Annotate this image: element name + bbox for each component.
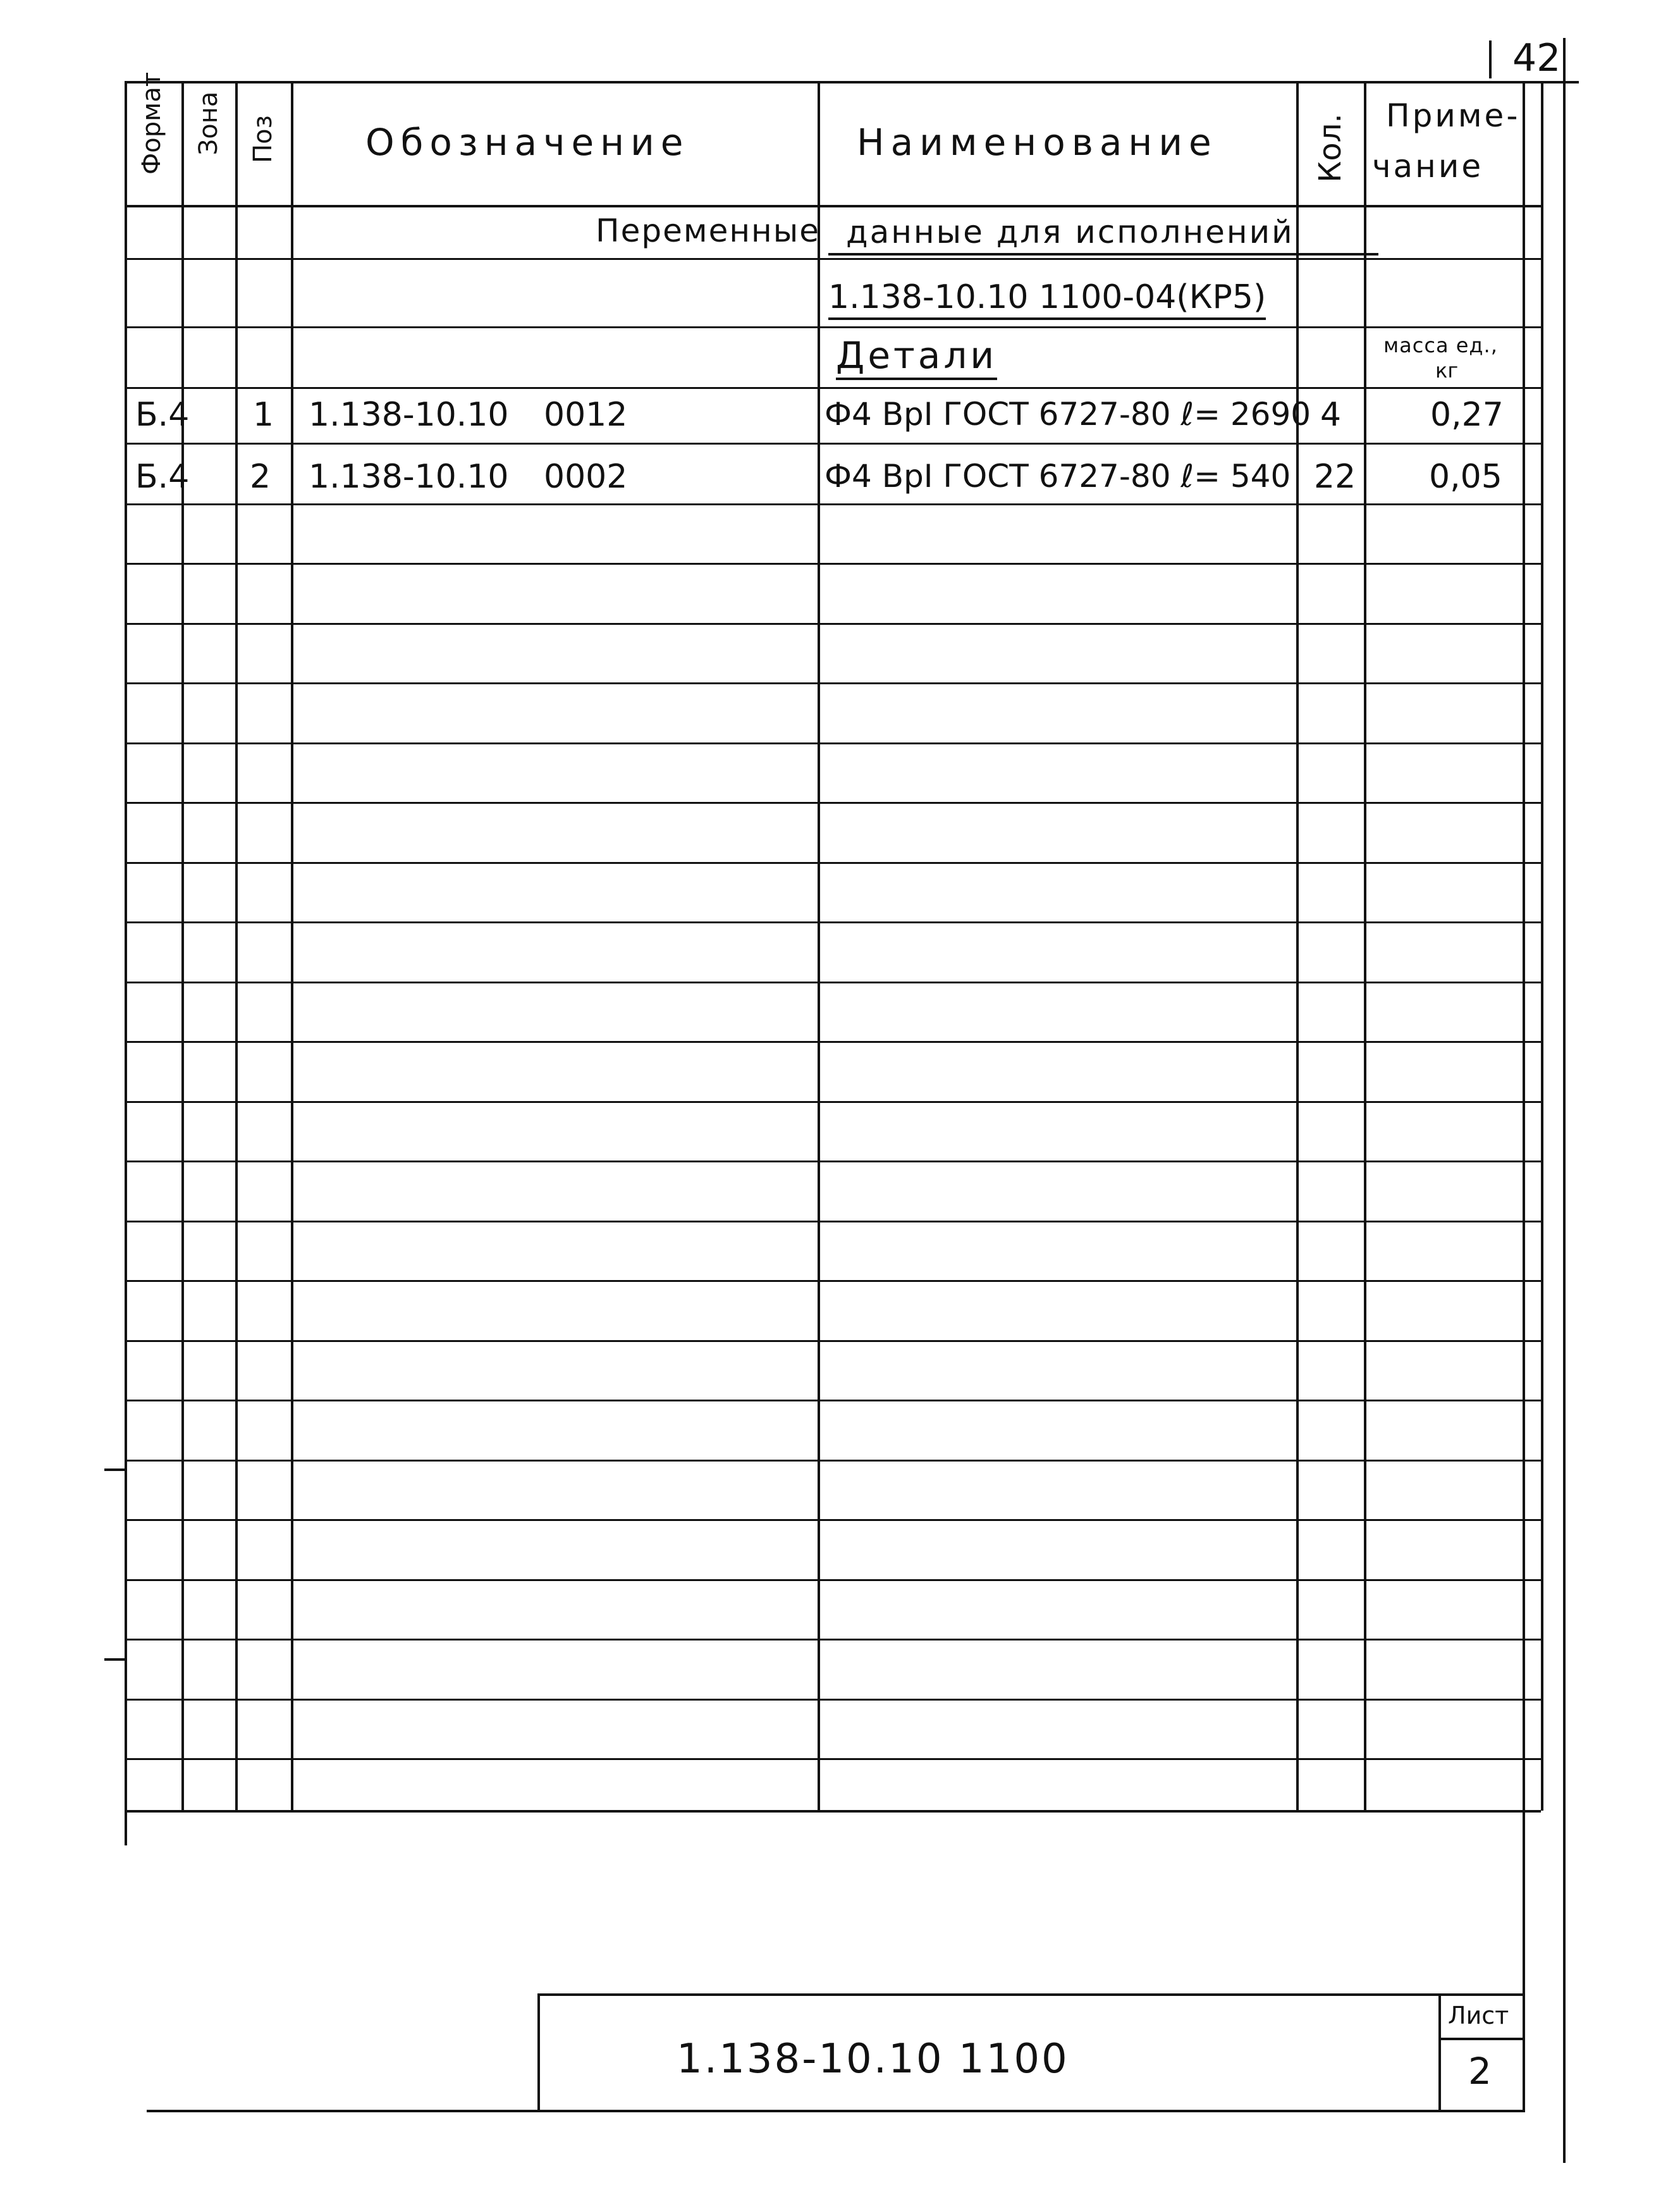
row-line xyxy=(125,1579,1541,1581)
row-line xyxy=(125,1758,1541,1760)
row-line xyxy=(125,443,1541,445)
stamp-sheet-value: 2 xyxy=(1468,2050,1492,2093)
stamp-sheet-label: Лист xyxy=(1448,2002,1509,2029)
stamp-sheet-line xyxy=(1438,2038,1523,2040)
row-line xyxy=(125,387,1541,389)
row-line xyxy=(125,742,1541,744)
table-bottom-line xyxy=(125,1810,1541,1813)
row-line xyxy=(125,802,1541,804)
row-line xyxy=(125,862,1541,864)
row-line xyxy=(125,1519,1541,1521)
row-line xyxy=(125,1280,1541,1282)
row-line xyxy=(125,326,1541,328)
sheet-number-top: 42 xyxy=(1512,36,1561,80)
row-2-name: Ф4 ВрI ГОСТ 6727-80 ℓ= 540 xyxy=(825,458,1291,495)
col-line-note xyxy=(1364,81,1366,1811)
header-format: Формат xyxy=(137,71,166,175)
header-name: Наименование xyxy=(857,121,1218,164)
header-note-line2: чание xyxy=(1372,148,1484,185)
row-2-code: 0002 xyxy=(544,458,628,496)
row-line xyxy=(125,258,1541,260)
col-line-designation xyxy=(291,81,293,1811)
margin-mark-2 xyxy=(104,1658,127,1661)
stamp-doc-code: 1.138-10.10 1100 xyxy=(677,2036,1069,2083)
stamp-sheet-divider xyxy=(1438,1993,1441,2110)
margin-mark-1 xyxy=(104,1468,127,1471)
row-line xyxy=(125,623,1541,625)
col-line-pos xyxy=(235,81,238,1811)
row-1-qty: 4 xyxy=(1320,396,1342,434)
header-pos: Поз xyxy=(248,115,278,163)
intro-variable-right: данные для исполнений xyxy=(846,214,1294,250)
intro-section-title: Детали xyxy=(836,337,997,380)
frame-top-line xyxy=(125,81,1579,83)
mass-header-line2: кг xyxy=(1435,359,1459,383)
row-line xyxy=(125,1160,1541,1162)
intro-underline xyxy=(828,253,1378,255)
intro-variable-left: Переменные xyxy=(596,212,820,249)
sheet-number-tick xyxy=(1489,40,1492,78)
row-1-mass: 0,27 xyxy=(1430,396,1504,434)
row-1-code: 0012 xyxy=(544,396,628,434)
row-line xyxy=(125,1221,1541,1222)
header-note-line1: Приме- xyxy=(1386,97,1521,134)
row-line xyxy=(125,1639,1541,1641)
frame-outer-right-line xyxy=(1563,38,1566,2163)
frame-right-line xyxy=(1523,81,1525,2111)
row-line xyxy=(125,1699,1541,1701)
row-2-pos: 2 xyxy=(250,458,271,496)
row-line xyxy=(125,1460,1541,1462)
intro-execution: 1.138-10.10 1100-04(КР5) xyxy=(828,281,1266,320)
row-line xyxy=(125,1041,1541,1043)
header-qty: Кол. xyxy=(1313,113,1348,183)
row-1-designation: 1.138-10.10 xyxy=(309,396,509,434)
row-1-name: Ф4 ВрI ГОСТ 6727-80 ℓ= 2690 xyxy=(825,396,1311,433)
row-2-designation: 1.138-10.10 xyxy=(309,458,509,496)
mass-header-line1: масса ед., xyxy=(1383,333,1498,357)
row-2-format: Б.4 xyxy=(135,458,190,496)
row-2-mass: 0,05 xyxy=(1429,458,1502,496)
col-line-qty xyxy=(1296,81,1299,1811)
col-line-zone xyxy=(181,81,184,1811)
row-2-qty: 22 xyxy=(1314,458,1356,496)
col-line-table-right xyxy=(1541,81,1543,1811)
row-line xyxy=(125,682,1541,684)
header-zone: Зона xyxy=(194,91,223,156)
col-line-name xyxy=(818,81,820,1811)
row-line xyxy=(125,982,1541,983)
row-line xyxy=(125,563,1541,565)
header-designation: Обозначение xyxy=(365,121,690,164)
row-1-pos: 1 xyxy=(253,396,274,434)
row-1-format: Б.4 xyxy=(135,396,190,434)
row-line xyxy=(125,1400,1541,1401)
row-line xyxy=(125,1340,1541,1342)
row-line xyxy=(125,503,1541,505)
row-line xyxy=(125,921,1541,923)
header-bottom-line xyxy=(125,205,1541,207)
row-line xyxy=(125,1101,1541,1103)
